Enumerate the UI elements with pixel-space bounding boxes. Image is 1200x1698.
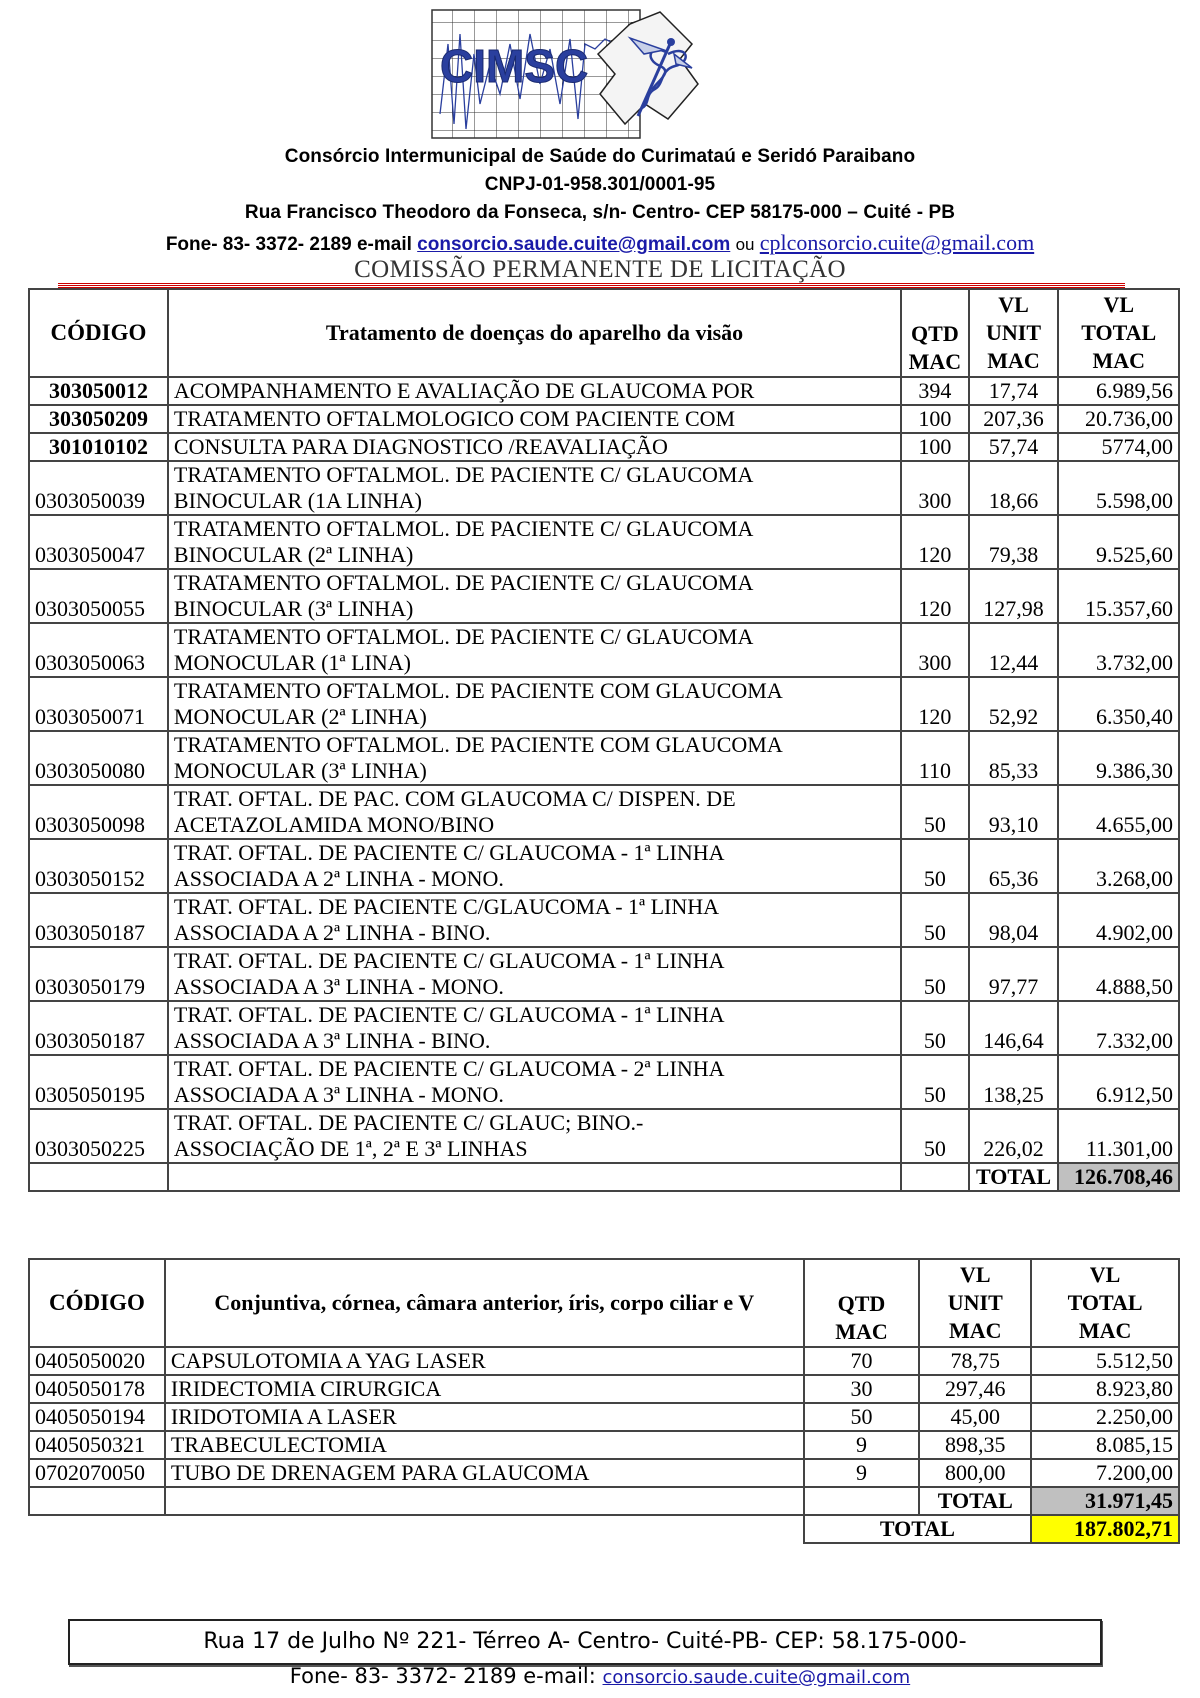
- row-unit-value: 17,74: [969, 377, 1059, 405]
- table-row: [29, 785, 1179, 839]
- table-row: [29, 515, 1179, 569]
- row-total-value: 5.598,00: [1058, 461, 1179, 515]
- row-description-line1: TRAT. OFTAL. DE PACIENTE C/GLAUCOMA - 1ª LINHA: [173, 894, 720, 919]
- row-description: [168, 1001, 901, 1055]
- row-qty: 50: [901, 893, 968, 947]
- header-contact: [0, 230, 1200, 256]
- row-description: CONSULTA PARA DIAGNOSTICO /REAVALIAÇÃO: [168, 433, 901, 461]
- row-description: [168, 731, 901, 785]
- row-description: TRATAMENTO OFTALMOLOGICO COM PACIENTE COM: [168, 405, 901, 433]
- row-qty: 120: [901, 569, 968, 623]
- row-qty: 9: [804, 1459, 920, 1487]
- empty-cell: [29, 1163, 168, 1191]
- row-description-line2: BINOCULAR (1A LINHA): [173, 488, 422, 513]
- row-qty: 300: [901, 623, 968, 677]
- header-address: Rua Francisco Theodoro da Fonseca, s/n- Centro- CEP 58175-000 – Cuité - PB: [244, 202, 956, 223]
- table-row: [29, 947, 1179, 1001]
- row-code: 0405050321: [29, 1431, 165, 1459]
- table-row: [29, 731, 1179, 785]
- row-unit-value: 146,64: [969, 1001, 1059, 1055]
- subtotal-value: 31.971,45: [1031, 1487, 1179, 1515]
- row-description-line2: ASSOCIADA A 3ª LINHA - MONO.: [173, 974, 504, 999]
- header-qty: [901, 289, 968, 377]
- empty-cell: [165, 1487, 804, 1515]
- row-unit-value: 127,98: [969, 569, 1059, 623]
- header-unit-line3: MAC: [948, 1318, 1002, 1343]
- row-total-value: 3.268,00: [1058, 839, 1179, 893]
- header-total: [1058, 289, 1179, 377]
- empty-cell: [804, 1487, 920, 1515]
- row-description-line2: ASSOCIADA A 3ª LINHA - BINO.: [173, 1028, 491, 1053]
- row-total-value: 11.301,00: [1058, 1109, 1179, 1163]
- table-row: [29, 1431, 1179, 1459]
- grand-total-row: [29, 1515, 1179, 1543]
- row-unit-value: 93,10: [969, 785, 1059, 839]
- subtotal-value: 126.708,46: [1058, 1163, 1179, 1191]
- or-text: ou: [735, 235, 755, 254]
- table-row: [29, 433, 1179, 461]
- row-unit-value: 297,46: [919, 1375, 1031, 1403]
- row-qty: 120: [901, 515, 968, 569]
- header-code: CÓDIGO: [29, 289, 168, 377]
- header-unit-line2: UNIT: [986, 320, 1042, 345]
- header-total-line3: MAC: [1078, 1318, 1132, 1343]
- row-unit-value: 207,36: [969, 405, 1059, 433]
- row-description-line1: TRATAMENTO OFTALMOL. DE PACIENTE C/ GLAUCOMA: [173, 516, 754, 541]
- row-description-line2: ASSOCIADA A 2ª LINHA - MONO.: [173, 866, 504, 891]
- row-total-value: 4.655,00: [1058, 785, 1179, 839]
- row-qty: 50: [901, 1001, 968, 1055]
- row-unit-value: 97,77: [969, 947, 1059, 1001]
- row-unit-value: 65,36: [969, 839, 1059, 893]
- header-total: [1031, 1259, 1179, 1347]
- row-total-value: 9.525,60: [1058, 515, 1179, 569]
- secondary-email-link[interactable]: cplconsorcio.cuite@gmail.com: [759, 230, 1035, 255]
- row-code: 0303050047: [29, 515, 168, 569]
- header-unit-line1: VL: [959, 1262, 991, 1287]
- empty-cell: [29, 1515, 165, 1543]
- row-code: 0303050225: [29, 1109, 168, 1163]
- table-row: [29, 377, 1179, 405]
- organization-name: Consórcio Intermunicipal de Saúde do Curimataú e Seridó Paraibano: [284, 146, 916, 167]
- row-qty: 394: [901, 377, 968, 405]
- row-code: 0303050179: [29, 947, 168, 1001]
- row-qty: 120: [901, 677, 968, 731]
- cnpj: CNPJ-01-958.301/0001-95: [484, 174, 716, 195]
- header-total-line2: TOTAL: [1081, 320, 1157, 345]
- row-unit-value: 800,00: [919, 1459, 1031, 1487]
- table-row: [29, 461, 1179, 515]
- row-description: [168, 461, 901, 515]
- row-description-line2: ASSOCIADA A 2ª LINHA - BINO.: [173, 920, 491, 945]
- row-description-line1: TRATAMENTO OFTALMOL. DE PACIENTE COM GLAUCOMA: [173, 678, 783, 703]
- row-description-line1: TRAT. OFTAL. DE PACIENTE C/ GLAUCOMA - 1ª LINHA: [173, 1002, 725, 1027]
- row-description: [168, 515, 901, 569]
- row-description-line1: TRATAMENTO OFTALMOL. DE PACIENTE C/ GLAUCOMA: [173, 570, 754, 595]
- row-description: [168, 947, 901, 1001]
- row-code: 0303050063: [29, 623, 168, 677]
- row-total-value: 8.923,80: [1031, 1375, 1179, 1403]
- row-unit-value: 18,66: [969, 461, 1059, 515]
- row-description-line1: TRATAMENTO OFTALMOL. DE PACIENTE COM GLAUCOMA: [173, 732, 783, 757]
- procedures-table-vision: [28, 288, 1180, 1192]
- row-description-line1: TRAT. OFTAL. DE PACIENTE C/ GLAUCOMA - 1ª LINHA: [173, 948, 725, 973]
- row-total-value: 20.736,00: [1058, 405, 1179, 433]
- row-qty: 100: [901, 433, 968, 461]
- cimsc-logo: [430, 4, 700, 139]
- table-row: [29, 405, 1179, 433]
- header-phone: Fone- 83- 3372- 2189 e-mail: [165, 234, 412, 255]
- header-description: Tratamento de doenças do aparelho da visão: [168, 289, 901, 377]
- header-unit-line3: MAC: [987, 348, 1040, 373]
- table-row: [29, 677, 1179, 731]
- row-description-line2: BINOCULAR (3ª LINHA): [173, 596, 414, 621]
- table-row: [29, 1459, 1179, 1487]
- row-code: 0303050152: [29, 839, 168, 893]
- row-code: 0303050187: [29, 893, 168, 947]
- header-description: Conjuntiva, córnea, câmara anterior, íris, corpo ciliar e V: [165, 1259, 804, 1347]
- header-code: CÓDIGO: [29, 1259, 165, 1347]
- footer-email-link[interactable]: consorcio.saude.cuite@gmail.com: [602, 1667, 911, 1688]
- row-qty: 50: [901, 839, 968, 893]
- table-row: [29, 1055, 1179, 1109]
- header-qty-line1: QTD: [837, 1291, 886, 1316]
- header-unit-line2: UNIT: [947, 1290, 1003, 1315]
- primary-email-link[interactable]: consorcio.saude.cuite@gmail.com: [417, 234, 731, 255]
- empty-cell: [901, 1163, 968, 1191]
- row-code: 0405050194: [29, 1403, 165, 1431]
- row-qty: 50: [901, 947, 968, 1001]
- table-row: [29, 893, 1179, 947]
- table-row: [29, 569, 1179, 623]
- header-qty-line1: QTD: [911, 321, 959, 346]
- row-total-value: 15.357,60: [1058, 569, 1179, 623]
- row-description: [168, 839, 901, 893]
- row-description-line1: TRAT. OFTAL. DE PACIENTE C/ GLAUC; BINO.-: [173, 1110, 644, 1135]
- grand-total-value: 187.802,71: [1031, 1515, 1179, 1543]
- row-description-line2: ASSOCIADA A 3ª LINHA - MONO.: [173, 1082, 504, 1107]
- row-code: 0303050039: [29, 461, 168, 515]
- row-unit-value: 98,04: [969, 893, 1059, 947]
- row-unit-value: 78,75: [919, 1347, 1031, 1375]
- row-qty: 300: [901, 461, 968, 515]
- row-description-line1: TRAT. OFTAL. DE PACIENTE C/ GLAUCOMA - 1ª LINHA: [173, 840, 725, 865]
- row-total-value: 7.332,00: [1058, 1001, 1179, 1055]
- procedures-table-conjunctiva: [28, 1258, 1180, 1544]
- row-qty: 50: [804, 1403, 920, 1431]
- row-description: TRABECULECTOMIA: [165, 1431, 804, 1459]
- row-description-line1: TRAT. OFTAL. DE PAC. COM GLAUCOMA C/ DISPEN. DE: [173, 786, 736, 811]
- row-code: 0303050187: [29, 1001, 168, 1055]
- empty-cell: [168, 1163, 901, 1191]
- header-qty-line2: MAC: [908, 349, 962, 374]
- row-description: [168, 785, 901, 839]
- row-description-line1: TRAT. OFTAL. DE PACIENTE C/ GLAUCOMA - 2ª LINHA: [173, 1056, 725, 1081]
- row-total-value: 6.350,40: [1058, 677, 1179, 731]
- row-total-value: 6.989,56: [1058, 377, 1179, 405]
- table-row: [29, 1001, 1179, 1055]
- row-qty: 110: [901, 731, 968, 785]
- row-code: 0405050020: [29, 1347, 165, 1375]
- subtotal-row: [29, 1487, 1179, 1515]
- row-description-line2: BINOCULAR (2ª LINHA): [173, 542, 414, 567]
- row-total-value: 5.512,50: [1031, 1347, 1179, 1375]
- row-qty: 50: [901, 785, 968, 839]
- row-total-value: 4.888,50: [1058, 947, 1179, 1001]
- row-qty: 50: [901, 1055, 968, 1109]
- logo-graphic: [430, 4, 700, 139]
- row-code: 0303050071: [29, 677, 168, 731]
- header-qty: [804, 1259, 920, 1347]
- row-description: IRIDECTOMIA CIRURGICA: [165, 1375, 804, 1403]
- row-unit-value: 85,33: [969, 731, 1059, 785]
- row-code: 0303050055: [29, 569, 168, 623]
- empty-cell: [165, 1515, 804, 1543]
- footer-address: Rua 17 de Julho Nº 221- Térreo A- Centro- Cuité-PB- CEP: 58.175-000-: [203, 1629, 967, 1654]
- grand-total-label: TOTAL: [804, 1515, 1032, 1543]
- footer-address-box: [68, 1619, 1102, 1665]
- table-row: [29, 1403, 1179, 1431]
- row-total-value: 5774,00: [1058, 433, 1179, 461]
- row-description: [168, 1055, 901, 1109]
- row-qty: 100: [901, 405, 968, 433]
- row-description-line1: TRATAMENTO OFTALMOL. DE PACIENTE C/ GLAUCOMA: [173, 624, 754, 649]
- table-header-row: [29, 1259, 1179, 1347]
- row-unit-value: 57,74: [969, 433, 1059, 461]
- row-description: TUBO DE DRENAGEM PARA GLAUCOMA: [165, 1459, 804, 1487]
- header-total-line3: MAC: [1092, 348, 1145, 373]
- row-total-value: 2.250,00: [1031, 1403, 1179, 1431]
- logo-text: CIMSC: [440, 40, 589, 92]
- row-unit-value: 79,38: [969, 515, 1059, 569]
- row-qty: 70: [804, 1347, 920, 1375]
- row-description: CAPSULOTOMIA A YAG LASER: [165, 1347, 804, 1375]
- row-qty: 50: [901, 1109, 968, 1163]
- row-qty: 30: [804, 1375, 920, 1403]
- row-unit-value: 898,35: [919, 1431, 1031, 1459]
- table-row: [29, 839, 1179, 893]
- row-code: 0405050178: [29, 1375, 165, 1403]
- row-total-value: 6.912,50: [1058, 1055, 1179, 1109]
- table-row: [29, 623, 1179, 677]
- row-description: [168, 1109, 901, 1163]
- header-unit: [919, 1259, 1031, 1347]
- table-row: [29, 1375, 1179, 1403]
- row-description: [168, 623, 901, 677]
- row-unit-value: 52,92: [969, 677, 1059, 731]
- row-code: 301010102: [29, 433, 168, 461]
- subtotal-label: TOTAL: [969, 1163, 1059, 1191]
- table-header-row: [29, 289, 1179, 377]
- header-total-line2: TOTAL: [1067, 1290, 1143, 1315]
- footer-phone: Fone- 83- 3372- 2189 e-mail:: [289, 1664, 596, 1688]
- row-code: 0303050080: [29, 731, 168, 785]
- header-total-line1: VL: [1103, 292, 1135, 317]
- row-description: [168, 569, 901, 623]
- row-description: [168, 893, 901, 947]
- row-total-value: 7.200,00: [1031, 1459, 1179, 1487]
- row-unit-value: 226,02: [969, 1109, 1059, 1163]
- row-total-value: 3.732,00: [1058, 623, 1179, 677]
- row-code: 303050209: [29, 405, 168, 433]
- row-unit-value: 12,44: [969, 623, 1059, 677]
- subtotal-row: [29, 1163, 1179, 1191]
- row-description-line2: MONOCULAR (3ª LINHA): [173, 758, 427, 783]
- row-qty: 9: [804, 1431, 920, 1459]
- header-qty-line2: MAC: [835, 1319, 888, 1344]
- table-row: [29, 1347, 1179, 1375]
- header-unit: [969, 289, 1059, 377]
- row-total-value: 8.085,15: [1031, 1431, 1179, 1459]
- row-code: 0702070050: [29, 1459, 165, 1487]
- row-unit-value: 138,25: [969, 1055, 1059, 1109]
- commission-title: COMISSÃO PERMANENTE DE LICITAÇÃO: [354, 256, 846, 283]
- row-code: 303050012: [29, 377, 168, 405]
- row-total-value: 9.386,30: [1058, 731, 1179, 785]
- empty-cell: [29, 1487, 165, 1515]
- row-description-line2: MONOCULAR (1ª LINA): [173, 650, 411, 675]
- header-unit-line1: VL: [998, 292, 1029, 317]
- row-description: [168, 677, 901, 731]
- row-description-line2: ACETAZOLAMIDA MONO/BINO: [173, 812, 495, 837]
- table-row: [29, 1109, 1179, 1163]
- row-description-line2: MONOCULAR (2ª LINHA): [173, 704, 427, 729]
- row-description: ACOMPANHAMENTO E AVALIAÇÃO DE GLAUCOMA POR: [168, 377, 901, 405]
- header-total-line1: VL: [1089, 1262, 1121, 1287]
- row-code: 0303050098: [29, 785, 168, 839]
- footer-contact: [0, 1664, 1200, 1688]
- row-description-line2: ASSOCIAÇÃO DE 1ª, 2ª E 3ª LINHAS: [173, 1136, 528, 1161]
- row-total-value: 4.902,00: [1058, 893, 1179, 947]
- row-description-line1: TRATAMENTO OFTALMOL. DE PACIENTE C/ GLAUCOMA: [173, 462, 754, 487]
- row-unit-value: 45,00: [919, 1403, 1031, 1431]
- row-code: 0305050195: [29, 1055, 168, 1109]
- row-description: IRIDOTOMIA A LASER: [165, 1403, 804, 1431]
- subtotal-label: TOTAL: [919, 1487, 1031, 1515]
